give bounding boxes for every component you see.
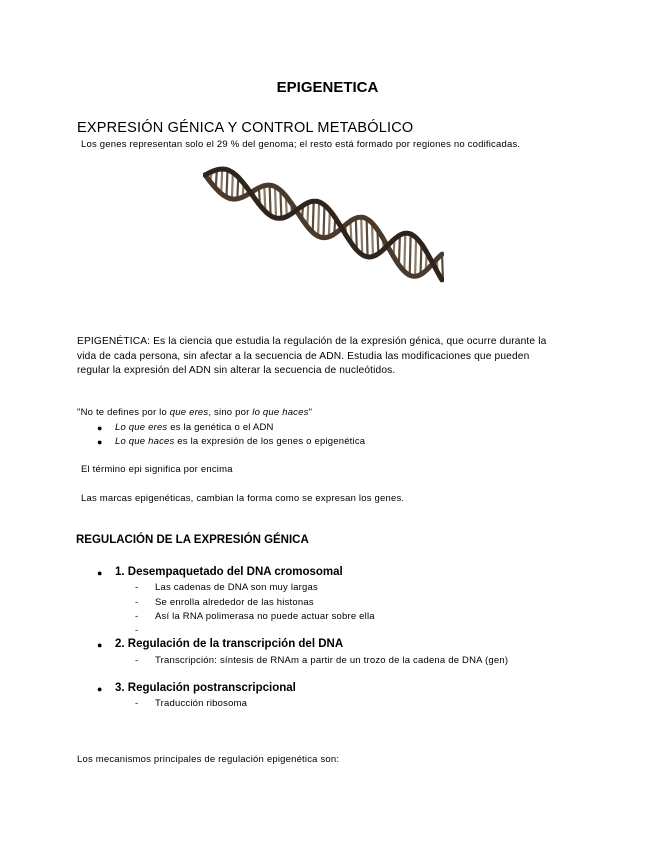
section-heading-expresion: EXPRESIÓN GÉNICA Y CONTROL METABÓLICO bbox=[77, 120, 414, 136]
regulation-1-sub-1: Las cadenas de DNA son muy largas bbox=[155, 582, 318, 593]
bullet-icon: ● bbox=[97, 568, 103, 578]
quote-bullet-2-rest: es la expresión de los genes o epigenética bbox=[174, 436, 366, 447]
dna-rung bbox=[324, 204, 325, 237]
section-heading-regulacion: REGULACIÓN DE LA EXPRESIÓN GÉNICA bbox=[76, 534, 309, 546]
regulation-item-3: 3. Regulación postranscripcional bbox=[115, 682, 296, 694]
definition-line-3: regular la expresión del ADN sin alterar la secuencia de nucleótidos. bbox=[77, 365, 396, 376]
dna-rung bbox=[361, 217, 362, 254]
quote-bullet-2 bbox=[115, 436, 365, 447]
dash-marker: - bbox=[135, 582, 139, 593]
intro-paragraph: Los genes representan solo el 29 % del genoma; el resto está formado por regiones no codificadas. bbox=[81, 139, 521, 150]
dna-rung bbox=[264, 186, 265, 211]
bullet-icon: ● bbox=[97, 684, 103, 694]
dna-rung bbox=[313, 201, 314, 232]
dna-rung bbox=[415, 237, 416, 276]
dash-marker: - bbox=[135, 625, 139, 636]
quote-bullet-1 bbox=[115, 422, 274, 433]
epigenetic-marks-line: Las marcas epigenéticas, cambian la forma como se expresan los genes. bbox=[81, 493, 405, 504]
quote-line bbox=[77, 407, 312, 418]
bullet-icon: ● bbox=[97, 640, 103, 650]
bullet-icon: ● bbox=[97, 423, 103, 433]
regulation-3-sub-1: Traducción ribosoma bbox=[155, 698, 248, 709]
quote-bullet-1-em: Lo que eres bbox=[115, 422, 168, 433]
regulation-2-sub-1: Transcripción: síntesis de RNAm a partir de un trozo de la cadena de DNA (gen) bbox=[155, 655, 509, 666]
dna-rung bbox=[404, 233, 405, 271]
definition-line-1: EPIGENÉTICA: Es la ciencia que estudia la regulación de la expresión génica, que ocurre durante la bbox=[77, 336, 547, 347]
dna-rung bbox=[221, 169, 222, 193]
dna-rung bbox=[275, 187, 276, 218]
regulation-item-1: 1. Desempaquetado del DNA cromosomal bbox=[115, 566, 343, 578]
quote-prefix: "No te defines por lo bbox=[77, 407, 170, 418]
dna-rung bbox=[318, 202, 319, 237]
dna-rung bbox=[227, 170, 228, 198]
dna-rung bbox=[410, 234, 411, 276]
dna-rung bbox=[372, 223, 373, 257]
regulation-1-sub-2: Se enrolla alrededor de las histonas bbox=[155, 596, 314, 608]
definition-line-2: vida de cada persona, sin afectar a la secuencia de ADN. Estudia las modificaciones que pueden bbox=[77, 350, 530, 362]
dash-marker: - bbox=[135, 655, 139, 666]
dna-helix-image bbox=[203, 165, 444, 287]
regulation-item-2: 2. Regulación de la transcripción del DNA bbox=[115, 638, 344, 650]
dna-rung bbox=[356, 218, 357, 249]
dash-marker: - bbox=[135, 698, 139, 709]
quote-em-1: que eres bbox=[169, 407, 209, 418]
quote-em-2: lo que haces bbox=[252, 407, 309, 418]
bullet-icon: ● bbox=[97, 437, 103, 447]
dna-rung bbox=[367, 219, 368, 257]
dna-rung bbox=[232, 172, 233, 199]
quote-middle: , sino por bbox=[208, 407, 253, 418]
quote-bullet-1-rest: es la genética o el ADN bbox=[167, 422, 274, 433]
dash-marker: - bbox=[135, 596, 139, 608]
dna-rung bbox=[399, 236, 400, 265]
quote-bullet-2-em: Lo que haces bbox=[115, 436, 175, 447]
closing-line: Los mecanismos principales de regulación epigenética son: bbox=[77, 754, 340, 765]
epi-term-line: El término epi significa por encima bbox=[81, 464, 233, 475]
dna-rung bbox=[270, 185, 271, 215]
dash-marker: - bbox=[135, 611, 139, 622]
regulation-1-sub-3: Así la RNA polimerasa no puede actuar sobre ella bbox=[155, 611, 375, 622]
page-title: EPIGENETICA bbox=[276, 79, 379, 96]
quote-suffix: " bbox=[308, 407, 313, 418]
